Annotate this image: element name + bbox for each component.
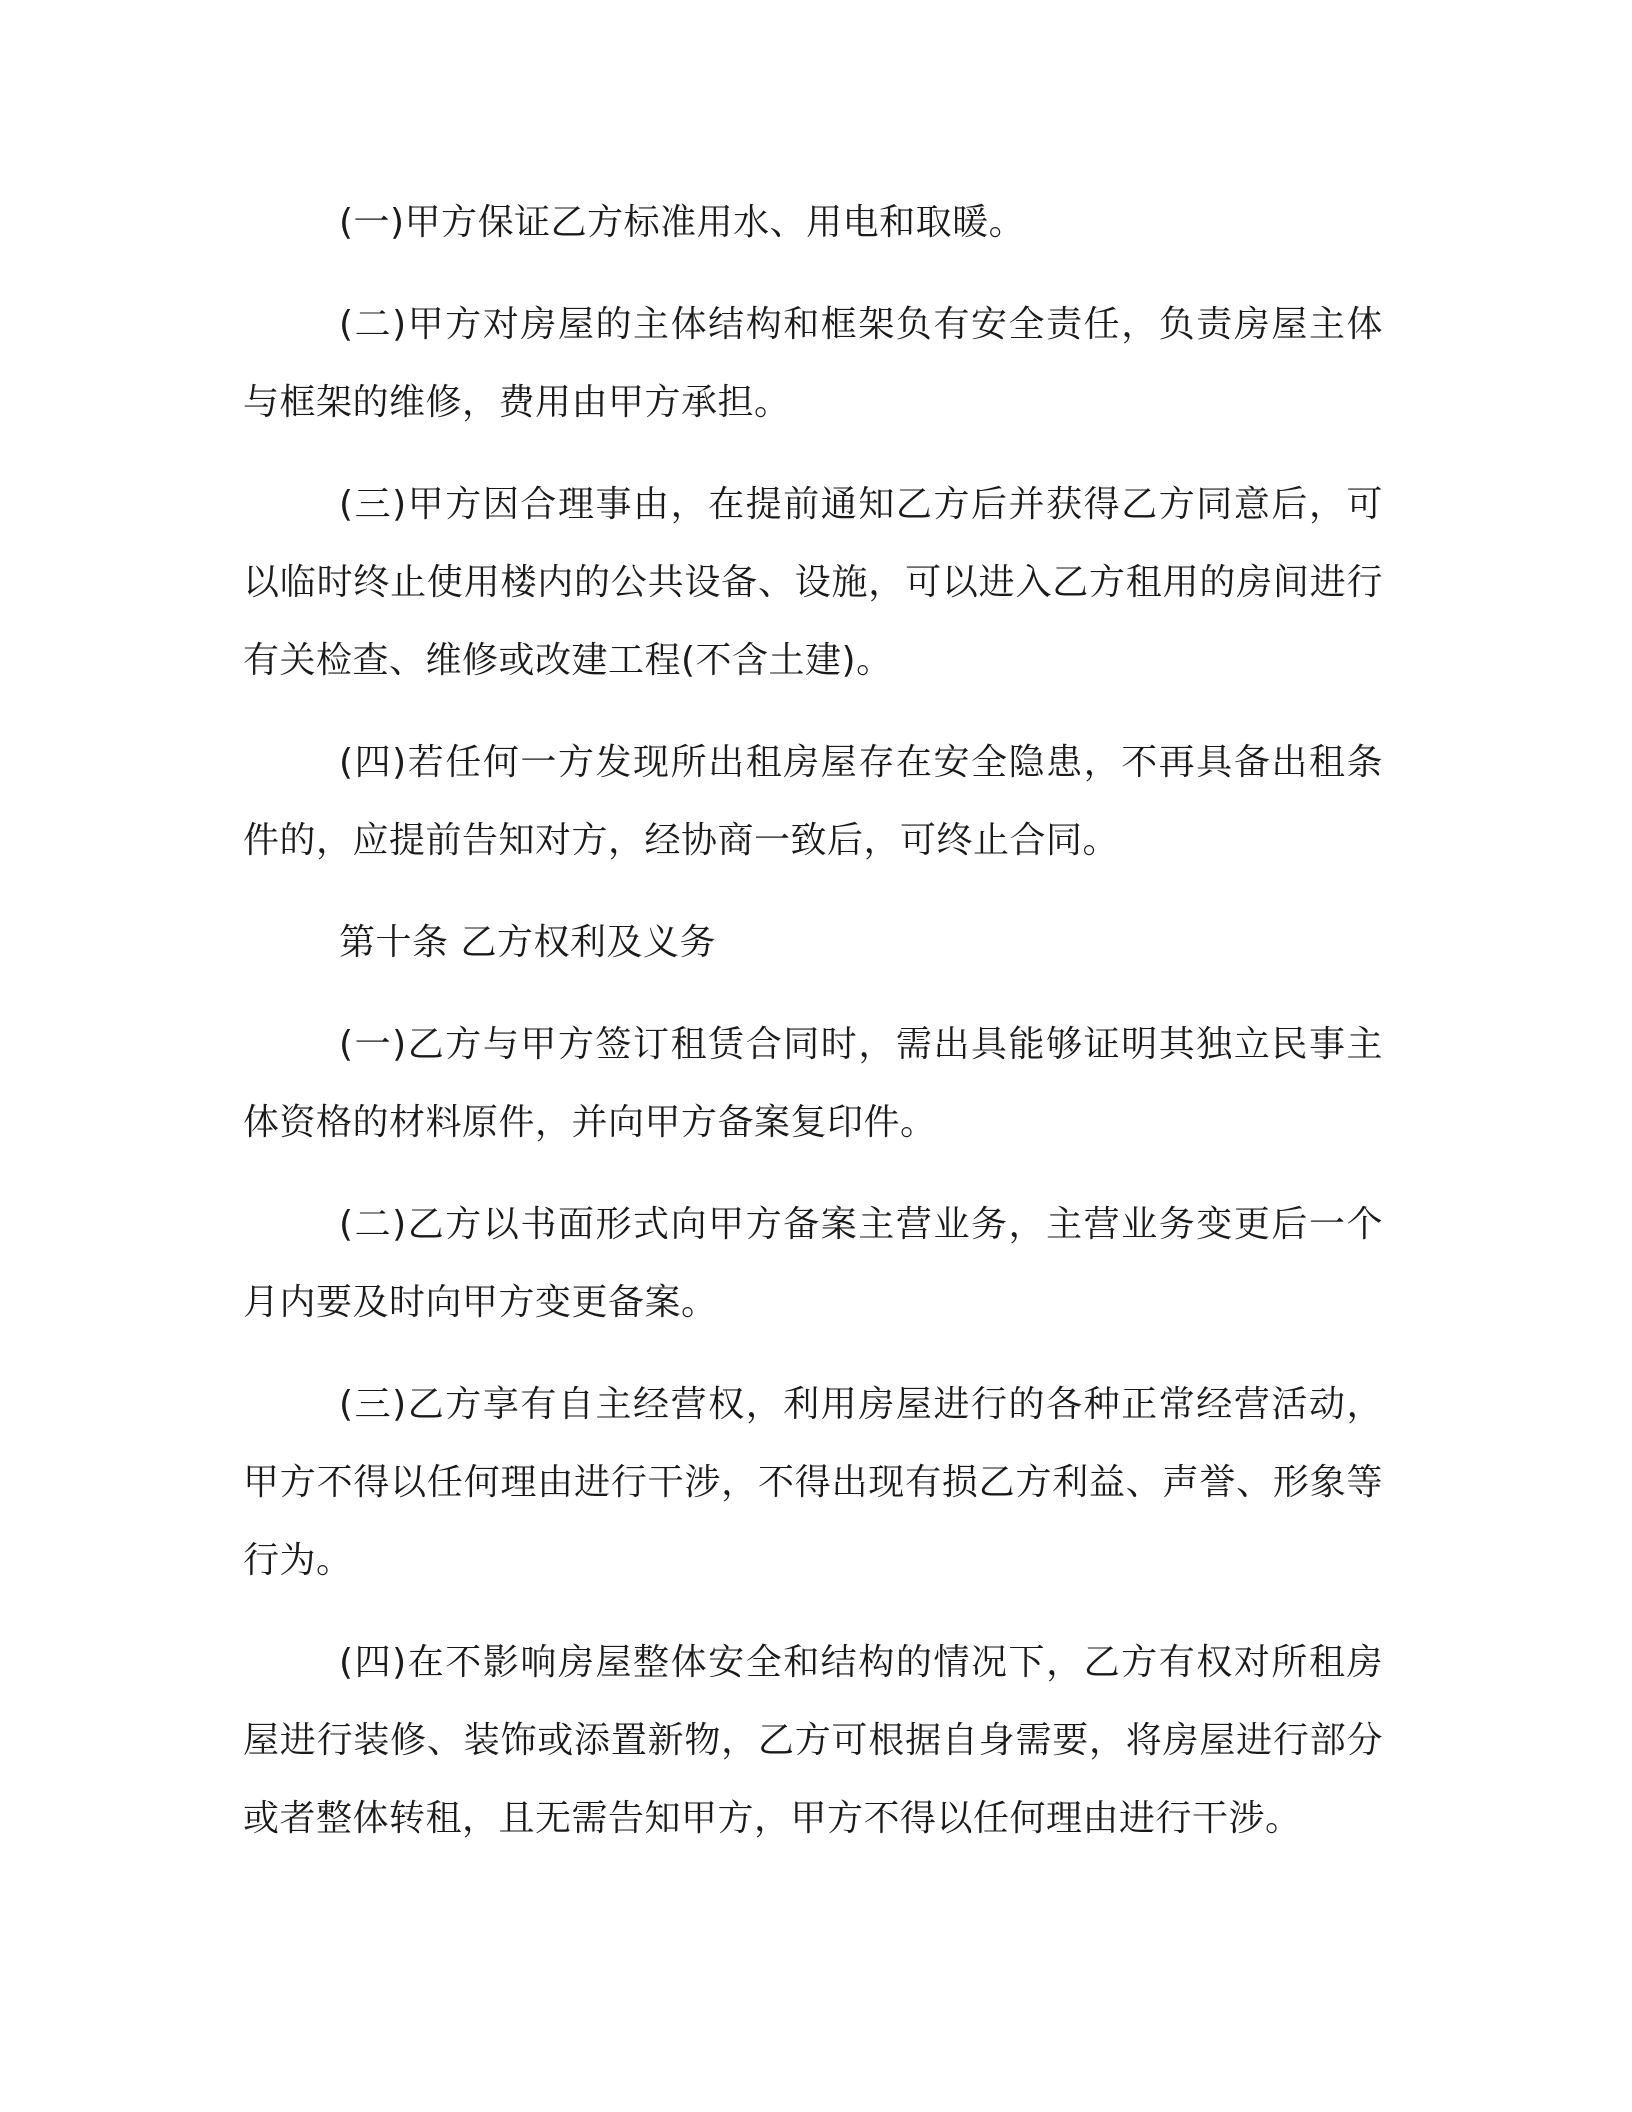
clause-10-item-1: (一)乙方与甲方签订租赁合同时，需出具能够证明其独立民事主体资格的材料原件，并向甲方备案复印件。 [243,1024,1383,1143]
document-body [243,184,1383,1882]
clause-9-item-1: (一)甲方保证乙方标准用水、用电和取暖。 [339,202,1026,243]
clause-9-item-2: (二)甲方对房屋的主体结构和框架负有安全责任，负责房屋主体与框架的维修，费用由甲方承担。 [243,304,1383,423]
clause-10-item-4: (四)在不影响房屋整体安全和结构的情况下，乙方有权对所租房屋进行装修、装饰或添置新物，乙方可根据自身需要，将房屋进行部分或者整体转租，且无需告知甲方，甲方不得以任何理由进行干涉。 [243,1642,1383,1839]
clause-10-item-2: (二)乙方以书面形式向甲方备案主营业务，主营业务变更后一个月内要及时向甲方变更备案。 [243,1204,1383,1323]
clause-10-item-3: (三)乙方享有自主经营权，利用房屋进行的各种正常经营活动，甲方不得以任何理由进行干涉，不得出现有损乙方利益、声誉、形象等行为。 [243,1384,1383,1581]
section-heading-article-10: 第十条 乙方权利及义务 [339,922,716,963]
clause-9-item-4: (四)若任何一方发现所出租房屋存在安全隐患，不再具备出租条件的，应提前告知对方，经协商一致后，可终止合同。 [243,742,1383,861]
clause-9-item-3: (三)甲方因合理事由，在提前通知乙方后并获得乙方同意后，可以临时终止使用楼内的公共设备、设施，可以进入乙方租用的房间进行有关检查、维修或改建工程(不含土建)。 [243,484,1383,681]
